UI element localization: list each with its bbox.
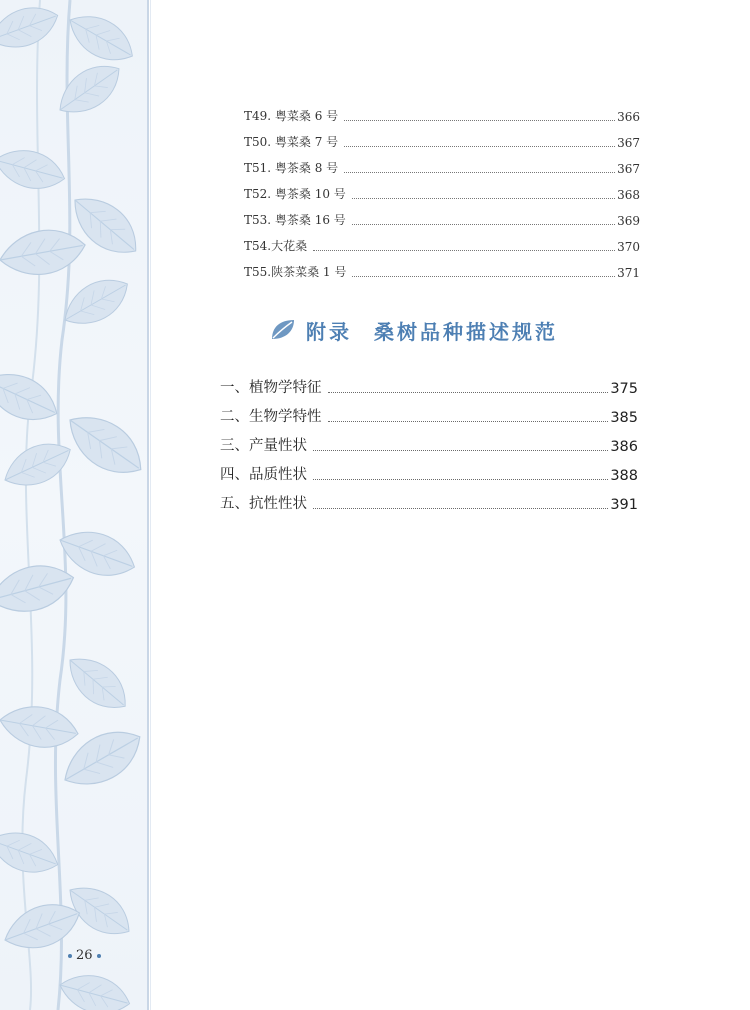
toc-entry-title: T53. 粤茶桑 16 号 [244,213,346,227]
leaf-icon [270,319,296,341]
toc-entry[interactable] [220,434,638,455]
toc-entry[interactable] [220,492,638,513]
toc-entry[interactable] [244,237,640,254]
strip-border-line-inner [150,0,151,1010]
toc-entry-page: 375 [610,381,638,397]
toc-entry-title: T54.大花桑 [244,239,308,253]
toc-leader-dots [313,478,608,480]
toc-entry-title: 三、产量性状 [220,438,307,454]
toc-entry[interactable] [220,463,638,484]
toc-leader-dots [328,391,609,393]
section-title: 桑树品种描述规范 [374,319,558,344]
section-heading [270,315,558,345]
leaf-pattern-illustration [0,0,147,1010]
toc-entry-title: 四、品质性状 [220,467,307,483]
toc-entry-page: 386 [610,439,638,455]
toc-entry[interactable] [220,376,638,397]
toc-leader-dots [313,507,608,509]
page-number-dot-left [68,954,72,958]
toc-leader-dots [313,449,608,451]
toc-leader-dots [328,420,609,422]
toc-leader-dots [344,119,615,121]
toc-entry-title: T52. 粤茶桑 10 号 [244,187,346,201]
toc-leader-dots [352,223,615,225]
toc-entry-title: 二、生物学特性 [220,409,322,425]
toc-entry-title: T51. 粤茶桑 8 号 [244,161,339,175]
toc-leader-dots [344,171,615,173]
toc-entry-page: 367 [617,136,640,150]
toc-entry-page: 366 [617,110,640,124]
toc-entry[interactable] [244,263,640,280]
page-number-label: 26 [76,948,93,963]
strip-border-line [147,0,149,1010]
toc-entry[interactable] [244,185,640,202]
toc-entry-page: 369 [617,214,640,228]
toc-entry-title: T50. 粤菜桑 7 号 [244,135,339,149]
toc-leader-dots [344,145,615,147]
section-prefix: 附录 [306,319,352,344]
toc-entry-title: 五、抗性性状 [220,496,307,512]
toc-leader-dots [352,275,615,277]
toc-entry[interactable] [220,405,638,426]
toc-entry[interactable] [244,211,640,228]
toc-entry-title: T55.陕茶菜桑 1 号 [244,265,347,279]
decorative-leaf-strip [0,0,147,1010]
toc-entry[interactable] [244,107,640,124]
toc-leader-dots [352,197,615,199]
toc-entry-page: 388 [610,468,638,484]
toc-entry-page: 368 [617,188,640,202]
toc-entry-page: 391 [610,497,638,513]
toc-entry-page: 370 [617,240,640,254]
toc-entry-page: 385 [610,410,638,426]
toc-entry-page: 367 [617,162,640,176]
page-number-dot-right [97,954,101,958]
toc-entry-title: 一、植物学特征 [220,380,322,396]
toc-entry-title: T49. 粤菜桑 6 号 [244,109,339,123]
toc-leader-dots [313,249,615,251]
toc-entry-page: 371 [617,266,640,280]
toc-entry[interactable] [244,159,640,176]
page-number [68,948,128,963]
toc-entry[interactable] [244,133,640,150]
